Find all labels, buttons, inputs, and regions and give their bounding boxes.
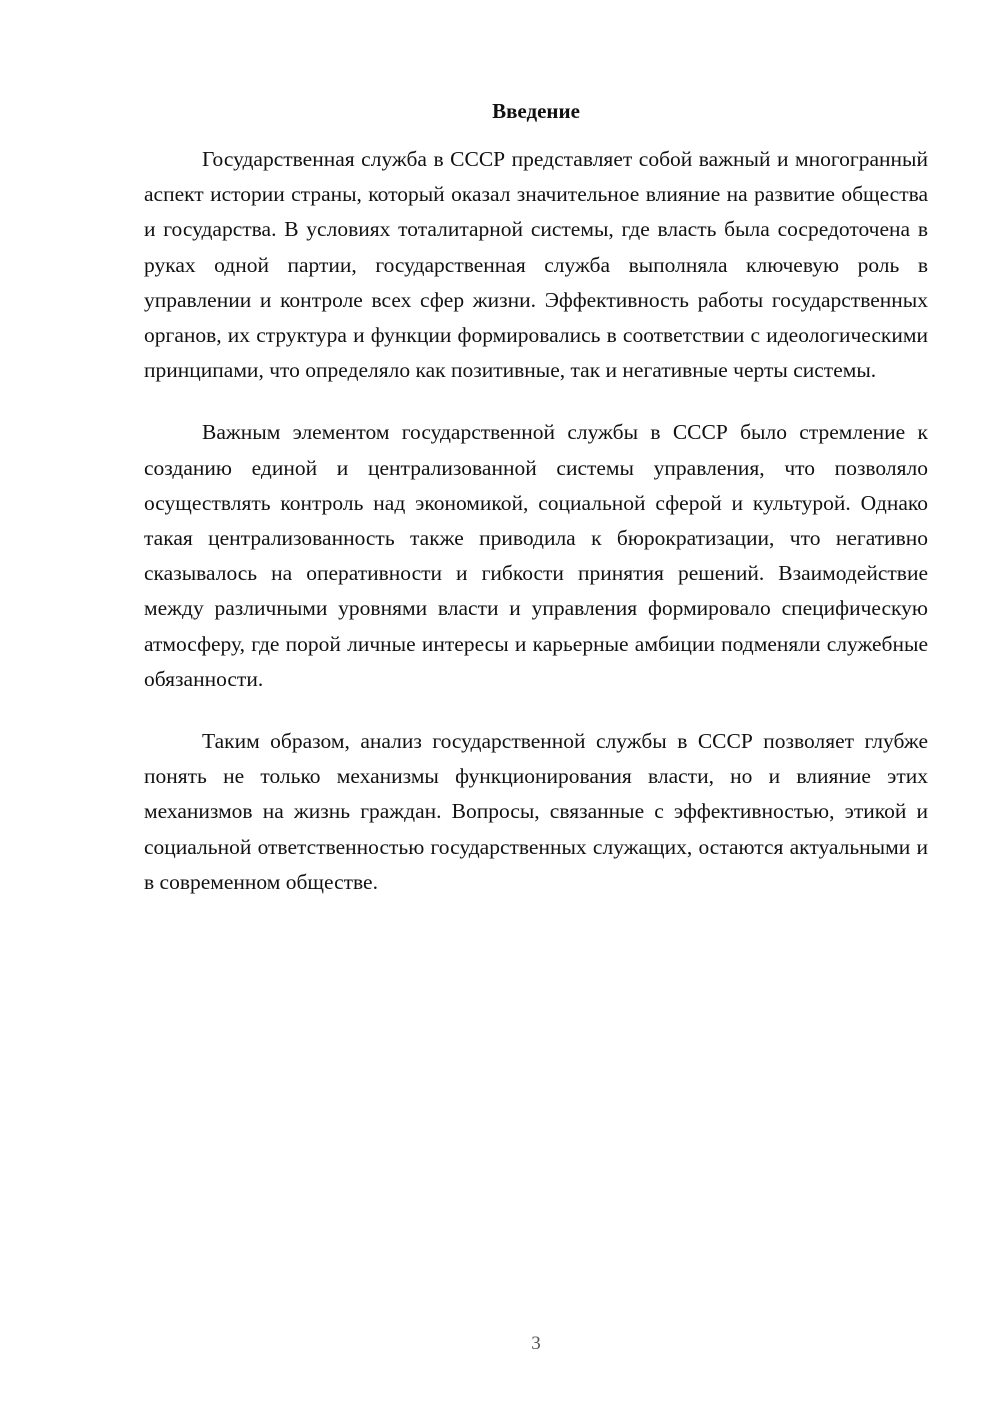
body-text (144, 142, 928, 927)
page-number: 3 (531, 1333, 541, 1354)
section-heading: Введение (492, 99, 580, 123)
paragraph-2: Важным элементом государственной службы в СССР было стремление к созданию единой и централизованной системы управления, что позволяло осуществлять контроль над экономикой, социальной сферой и культурой. Однако такая централизованность также приводила к бюрократизации, что негативно сказывалось на оперативности и гибкости принятия решений. Взаимодействие между различными уровнями власти и управления формировало специфическую атмосферу, где порой личные интересы и карьерные амбиции подменяли служебные обязанности. (144, 420, 928, 691)
paragraph-3: Таким образом, анализ государственной службы в СССР позволяет глубже понять не только механизмы функционирования власти, но и влияние этих механизмов на жизнь граждан. Вопросы, связанные с эффективностью, этикой и социальной ответственностью государственных служащих, остаются актуальными и в современном обществе. (144, 729, 928, 894)
paragraph-1: Государственная служба в СССР представляет собой важный и многогранный аспект истории страны, который оказал значительное влияние на развитие общества и государства. В условиях тоталитарной системы, где власть была сосредоточена в руках одной партии, государственная служба выполняла ключевую роль в управлении и контроле всех сфер жизни. Эффективность работы государственных органов, их структура и функции формировались в соответствии с идеологическими принципами, что определяло как позитивные, так и негативные черты системы. (144, 147, 928, 383)
